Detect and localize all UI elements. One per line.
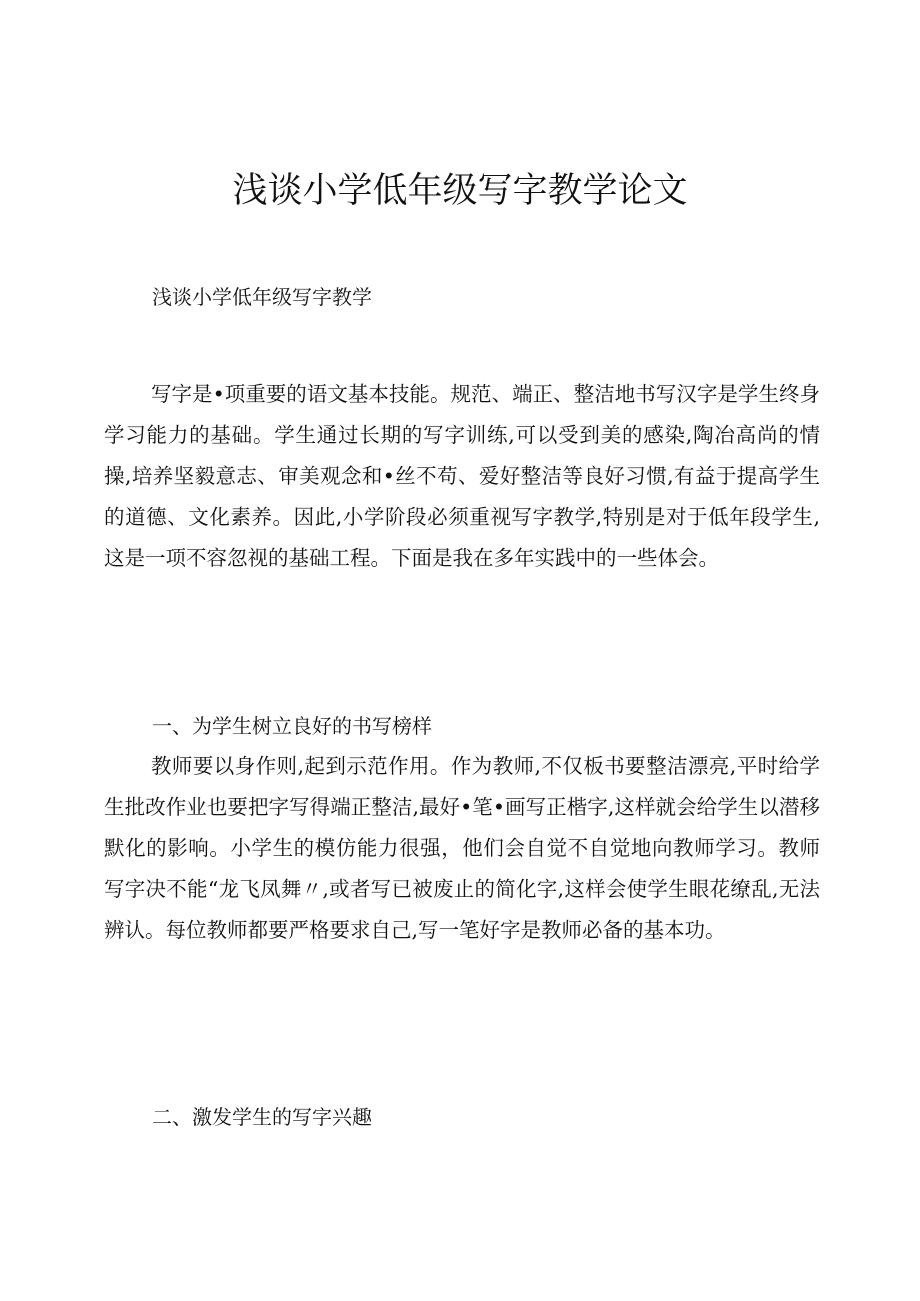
document-title: 浅谈小学低年级写字教学论文	[232, 171, 688, 211]
document-subtitle: 浅谈小学低年级写字教学	[152, 285, 372, 309]
section-heading-1: 一、为学生树立良好的书写榜样	[152, 714, 432, 738]
intro-paragraph: 写字是•项重要的语文基本技能。规范、端正、整洁地书写汉字是学生终身学习能力的基础。学生通过长期的写字训练,可以受到美的感染,陶冶高尚的情操,培养坚毅意志、审美观念和•丝不苟、爱好整洁等良好习惯,有益于提高学生的道德、文化素养。因此,小学阶段必须重视写字教学,特别是对于低年段学生,这是一项不容忽视的基础工程。下面是我在多年实践中的一些体会。	[104, 382, 820, 570]
section-heading-2: 二、激发学生的写字兴趣	[152, 1105, 372, 1129]
section-1-paragraph: 教师要以身作则,起到示范作用。作为教师,不仅板书要整洁漂亮,平时给学生批改作业也要把字写得端正整洁,最好•笔•画写正楷字,这样就会给学生以潜移默化的影响。小学生的模仿能力很强，他们会自觉不自觉地向教师学习。教师写字决不能“龙飞凤舞〃,或者写已被废止的简化字,这样会使学生眼花缭乱,无法辨认。每位教师都要严格要求自己,写一笔好字是教师必备的基本功。	[104, 754, 820, 942]
